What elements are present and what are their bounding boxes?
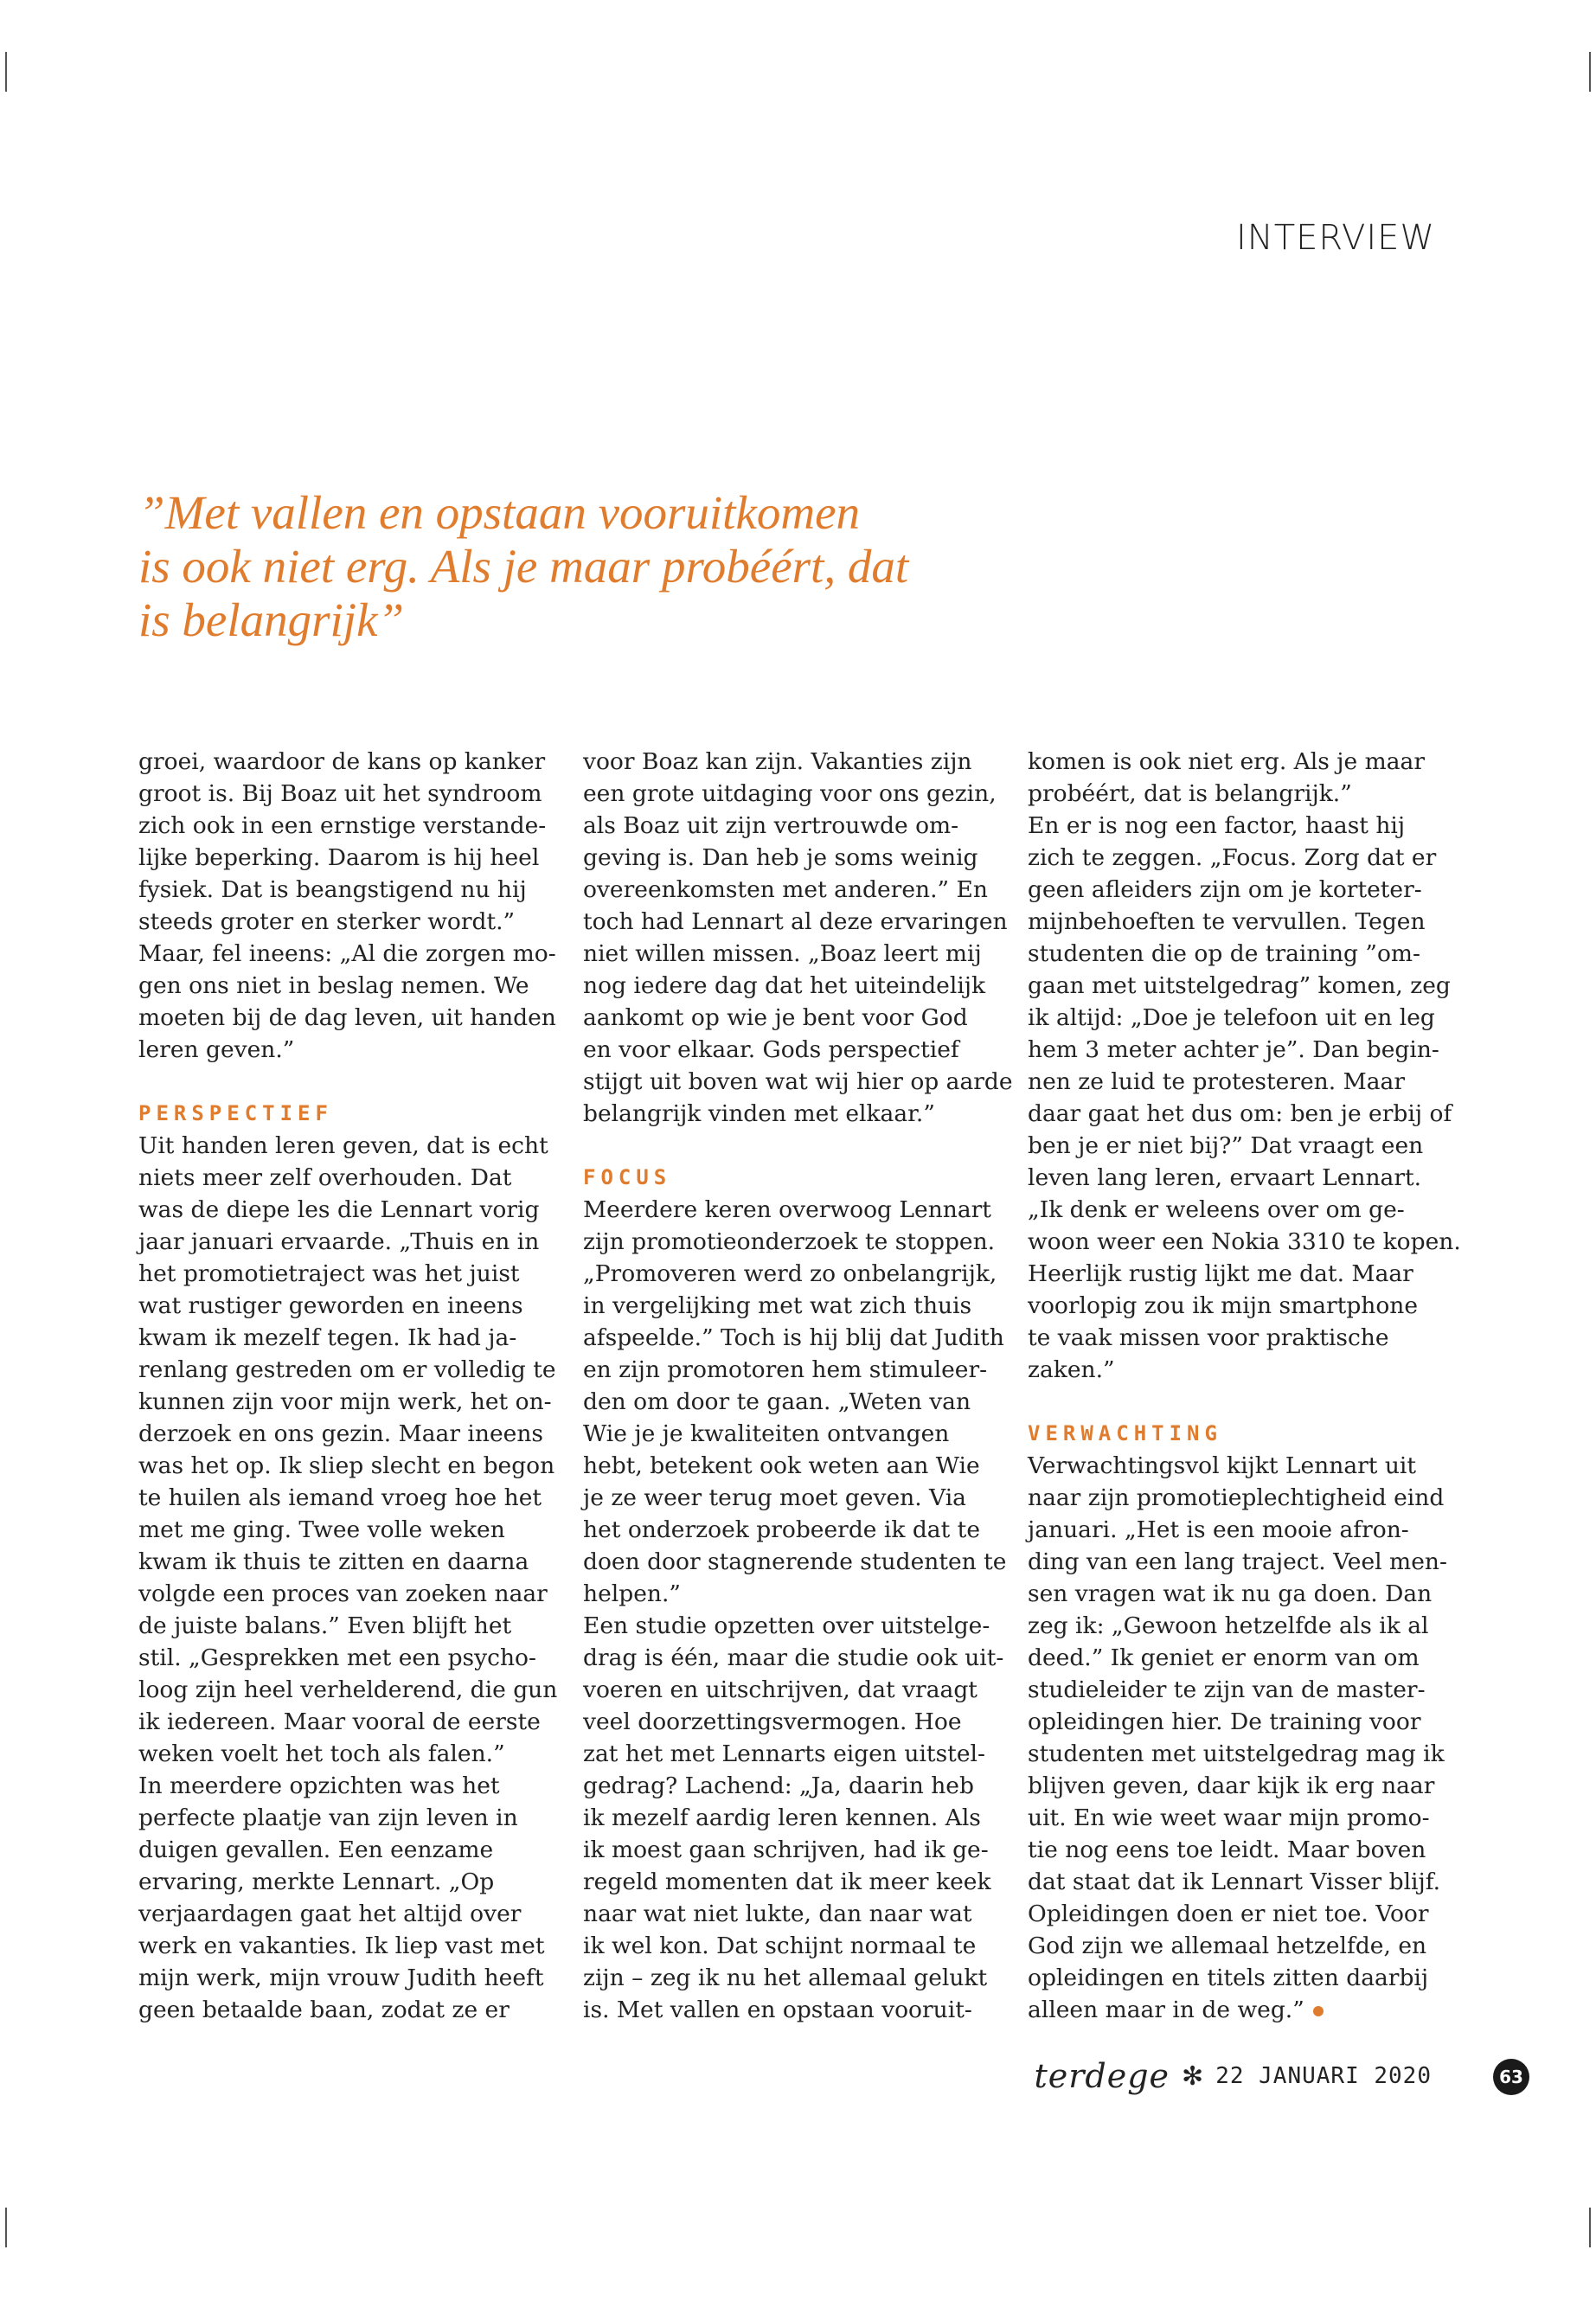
body-text-line: zat het met Lennarts eigen uitstel- bbox=[583, 1740, 985, 1767]
body-text-line: sen vragen wat ik nu ga doen. Dan bbox=[1028, 1580, 1433, 1607]
body-text-line: mijnbehoeften te vervullen. Tegen bbox=[1028, 908, 1426, 935]
body-text-line: te huilen als iemand vroeg hoe het bbox=[138, 1484, 542, 1511]
body-text-line: gedrag? Lachend: „Ja, daarin heb bbox=[583, 1772, 974, 1799]
body-text-line: blijven geven, daar kijk ik erg naar bbox=[1028, 1772, 1435, 1799]
body-text-line: zich ook in een ernstige verstande- bbox=[138, 812, 547, 839]
body-text-line: opleidingen en titels zitten daarbij bbox=[1028, 1965, 1429, 1991]
body-text-line: jaar januari ervaarde. „Thuis en in bbox=[138, 1228, 540, 1255]
body-text-line: veel doorzettingsvermogen. Hoe bbox=[583, 1708, 962, 1735]
crop-mark bbox=[1589, 52, 1591, 92]
body-text-line: steeds groter en sterker wordt.” bbox=[138, 908, 516, 935]
body-text-line: ik wel kon. Dat schijnt normaal te bbox=[583, 1932, 977, 1959]
body-text-line: ervaring, merkte Lennart. „Op bbox=[138, 1868, 495, 1895]
body-text-line: Maar, fel ineens: „Al die zorgen mo- bbox=[138, 940, 556, 967]
body-text-line: niets meer zelf overhouden. Dat bbox=[138, 1164, 512, 1191]
body-text-line: weken voelt het toch als falen.” bbox=[138, 1740, 505, 1767]
body-text-line: gen ons niet in beslag nemen. We bbox=[138, 972, 529, 999]
body-text-line: Een studie opzetten over uitstelge- bbox=[583, 1612, 990, 1639]
article-column-2 bbox=[583, 746, 1013, 2026]
body-text-line: het onderzoek probeerde ik dat te bbox=[583, 1516, 981, 1543]
body-text-line: Opleidingen doen er niet toe. Voor bbox=[1028, 1900, 1429, 1927]
body-text-line: zaken.” bbox=[1028, 1356, 1115, 1383]
body-text-line: volgde een proces van zoeken naar bbox=[138, 1580, 548, 1607]
body-text-line: is. Met vallen en opstaan vooruit- bbox=[583, 1997, 972, 2023]
body-text-line: doen door stagnerende studenten te bbox=[583, 1548, 1007, 1575]
section-label: INTERVIEW bbox=[1235, 218, 1435, 258]
body-text-line: het promotietraject was het juist bbox=[138, 1260, 520, 1287]
body-text-line: perfecte plaatje van zijn leven in bbox=[138, 1804, 518, 1831]
body-text-line: moeten bij de dag leven, uit handen bbox=[138, 1004, 556, 1031]
body-text-line: januari. „Het is een mooie afron- bbox=[1028, 1516, 1409, 1543]
body-text-line: ik altijd: „Doe je telefoon uit en leg bbox=[1028, 1004, 1435, 1031]
body-text-line: kunnen zijn voor mijn werk, het on- bbox=[138, 1388, 552, 1415]
body-text-line: leren geven.” bbox=[138, 1036, 295, 1063]
body-text-line: zijn – zeg ik nu het allemaal gelukt bbox=[583, 1965, 988, 1991]
body-text-line: ik iedereen. Maar vooral de eerste bbox=[138, 1708, 541, 1735]
body-text-line: mijn werk, mijn vrouw Judith heeft bbox=[138, 1965, 544, 1991]
body-text-line: helpen.” bbox=[583, 1580, 681, 1607]
article-column-1 bbox=[138, 746, 558, 2026]
body-text-line: dat staat dat ik Lennart Visser blijf. bbox=[1028, 1868, 1441, 1895]
separator-star-icon: ✻ bbox=[1182, 2061, 1204, 2092]
body-text-line: te vaak missen voor praktische bbox=[1028, 1324, 1389, 1351]
pull-quote bbox=[138, 486, 1003, 647]
crop-mark bbox=[5, 52, 7, 92]
body-text-line: met me ging. Twee volle weken bbox=[138, 1516, 505, 1543]
body-text-line: ding van een lang traject. Veel men- bbox=[1028, 1548, 1447, 1575]
body-text-line: komen is ook niet erg. Als je maar bbox=[1028, 748, 1426, 775]
section-subheading: FOCUS bbox=[583, 1165, 672, 1189]
body-text-line: tie nog eens toe leidt. Maar boven bbox=[1028, 1836, 1426, 1863]
body-text-line: Uit handen leren geven, dat is echt bbox=[138, 1132, 548, 1159]
body-text-line: woon weer een Nokia 3310 te kopen. bbox=[1028, 1228, 1461, 1255]
body-text-line: In meerdere opzichten was het bbox=[138, 1772, 500, 1799]
body-text-line: was het op. Ik sliep slecht en begon bbox=[138, 1452, 555, 1479]
body-text-line: ik mezelf aardig leren kennen. Als bbox=[583, 1804, 981, 1831]
body-text-line: zeg ik: „Gewoon hetzelfde als ik al bbox=[1028, 1612, 1429, 1639]
section-subheading: PERSPECTIEF bbox=[138, 1101, 333, 1125]
article-column-3 bbox=[1028, 746, 1461, 2026]
body-text-line: „Ik denk er weleens over om ge- bbox=[1028, 1196, 1405, 1223]
pull-quote-line: ”Met vallen en opstaan vooruitkomen bbox=[138, 486, 860, 539]
body-text-line: „Promoveren werd zo onbelangrijk, bbox=[583, 1260, 997, 1287]
body-text-line: de juiste balans.” Even blijft het bbox=[138, 1612, 512, 1639]
body-text-line: gaan met uitstelgedrag” komen, zeg bbox=[1028, 972, 1451, 999]
body-text-line: uit. En wie weet waar mijn promo- bbox=[1028, 1804, 1430, 1831]
body-text-line: naar wat niet lukte, dan naar wat bbox=[583, 1900, 972, 1927]
body-text-line: En er is nog een factor, haast hij bbox=[1028, 812, 1406, 839]
body-text-line: drag is één, maar die studie ook uit- bbox=[583, 1644, 1004, 1671]
pull-quote-line: is belangrijk” bbox=[138, 593, 405, 646]
body-text-line: en voor elkaar. Gods perspectief bbox=[583, 1036, 959, 1063]
body-text-line: werk en vakanties. Ik liep vast met bbox=[138, 1932, 545, 1959]
body-text-line: belangrijk vinden met elkaar.” bbox=[583, 1100, 935, 1127]
body-text-line: geen afleiders zijn om je korteter- bbox=[1028, 876, 1422, 903]
body-text-line: voorlopig zou ik mijn smartphone bbox=[1028, 1292, 1419, 1319]
body-text-line: wat rustiger geworden en ineens bbox=[138, 1292, 523, 1319]
body-text-line: renlang gestreden om er volledig te bbox=[138, 1356, 556, 1383]
body-text-line: groei, waardoor de kans op kanker bbox=[138, 748, 546, 775]
body-text-line: leven lang leren, ervaart Lennart. bbox=[1028, 1164, 1422, 1191]
body-text-line: duigen gevallen. Een eenzame bbox=[138, 1836, 494, 1863]
crop-mark bbox=[1589, 2208, 1591, 2247]
body-text-line: hem 3 meter achter je”. Dan begin- bbox=[1028, 1036, 1439, 1063]
body-text-line: en zijn promotoren hem stimuleer- bbox=[583, 1356, 988, 1383]
issue-date: 22 JANUARI 2020 bbox=[1215, 2063, 1432, 2089]
body-text-line: opleidingen hier. De training voor bbox=[1028, 1708, 1421, 1735]
body-text-line: toch had Lennart al deze ervaringen bbox=[583, 908, 1008, 935]
body-text-line: deed.” Ik geniet er enorm van om bbox=[1028, 1644, 1420, 1671]
body-text-line: stil. „Gesprekken met een psycho- bbox=[138, 1644, 536, 1671]
body-text-line: zijn promotieonderzoek te stoppen. bbox=[583, 1228, 996, 1255]
body-text-line: den om door te gaan. „Weten van bbox=[583, 1388, 971, 1415]
body-text-line: groot is. Bij Boaz uit het syndroom bbox=[138, 780, 542, 807]
body-text-line: Heerlijk rustig lijkt me dat. Maar bbox=[1028, 1260, 1413, 1287]
body-text-line: fysiek. Dat is beangstigend nu hij bbox=[138, 876, 527, 903]
body-text-line: voeren en uitschrijven, dat vraagt bbox=[583, 1676, 977, 1703]
body-text-line: Wie je je kwaliteiten ontvangen bbox=[583, 1420, 950, 1447]
body-text-line: alleen maar in de weg.” bbox=[1028, 1994, 1443, 2026]
body-text-line: naar zijn promotieplechtigheid eind bbox=[1028, 1484, 1445, 1511]
body-text-line: loog zijn heel verhelderend, die gun bbox=[138, 1676, 558, 1703]
magazine-brand: terdege bbox=[1034, 2057, 1170, 2095]
body-text-line: hebt, betekent ook weten aan Wie bbox=[583, 1452, 980, 1479]
page-footer bbox=[1034, 2057, 1432, 2095]
body-text-line: derzoek en ons gezin. Maar ineens bbox=[138, 1420, 544, 1447]
body-text-line: aankomt op wie je bent voor God bbox=[583, 1004, 968, 1031]
body-text-line: probéért, dat is belangrijk.” bbox=[1028, 780, 1352, 807]
body-text-line: kwam ik thuis te zitten en daarna bbox=[138, 1548, 529, 1575]
body-text-line: Verwachtingsvol kijkt Lennart uit bbox=[1028, 1452, 1417, 1479]
body-text-line: God zijn we allemaal hetzelfde, en bbox=[1028, 1932, 1427, 1959]
body-text-line: nog iedere dag dat het uiteindelijk bbox=[583, 972, 986, 999]
body-text-line: als Boaz uit zijn vertrouwde om- bbox=[583, 812, 959, 839]
body-text-line: Meerdere keren overwoog Lennart bbox=[583, 1196, 991, 1223]
body-text-line: overeenkomsten met anderen.” En bbox=[583, 876, 988, 903]
body-text-line: studenten die op de training ”om- bbox=[1028, 940, 1420, 967]
body-text-line: voor Boaz kan zijn. Vakanties zijn bbox=[583, 748, 972, 775]
body-text-line: geen betaalde baan, zodat ze er bbox=[138, 1997, 510, 2023]
section-subheading: VERWACHTING bbox=[1028, 1421, 1222, 1445]
pull-quote-line: is ook niet erg. Als je maar probéért, dat bbox=[138, 540, 909, 593]
body-text-line: stijgt uit boven wat wij hier op aarde bbox=[583, 1068, 1013, 1095]
body-text-line: verjaardagen gaat het altijd over bbox=[138, 1900, 522, 1927]
body-text-line: een grote uitdaging voor ons gezin, bbox=[583, 780, 997, 807]
body-text-line: ben je er niet bij?” Dat vraagt een bbox=[1028, 1132, 1424, 1159]
body-text-line: in vergelijking met wat zich thuis bbox=[583, 1292, 972, 1319]
body-text-line: ik moest gaan schrijven, had ik ge- bbox=[583, 1836, 989, 1863]
body-text-line: zich te zeggen. „Focus. Zorg dat er bbox=[1028, 844, 1437, 871]
body-text-line: was de diepe les die Lennart vorig bbox=[138, 1196, 540, 1223]
end-mark-icon bbox=[1313, 2006, 1324, 2016]
body-text-line: kwam ik mezelf tegen. Ik had ja- bbox=[138, 1324, 517, 1351]
body-text-line: daar gaat het dus om: ben je erbij of bbox=[1028, 1100, 1452, 1127]
body-text-line: je ze weer terug moet geven. Via bbox=[583, 1484, 966, 1511]
body-text-line: afspeelde.” Toch is hij blij dat Judith bbox=[583, 1324, 1004, 1351]
body-text-line: nen ze luid te protesteren. Maar bbox=[1028, 1068, 1405, 1095]
body-text-line: geving is. Dan heb je soms weinig bbox=[583, 844, 978, 871]
body-text-line: regeld momenten dat ik meer keek bbox=[583, 1868, 991, 1895]
page-number: 63 bbox=[1493, 2059, 1529, 2095]
body-text-line: studieleider te zijn van de master- bbox=[1028, 1676, 1426, 1703]
body-text-line: lijke beperking. Daarom is hij heel bbox=[138, 844, 540, 871]
body-text-line: niet willen missen. „Boaz leert mij bbox=[583, 940, 982, 967]
body-text-line: studenten met uitstelgedrag mag ik bbox=[1028, 1740, 1445, 1767]
crop-mark bbox=[5, 2208, 7, 2247]
